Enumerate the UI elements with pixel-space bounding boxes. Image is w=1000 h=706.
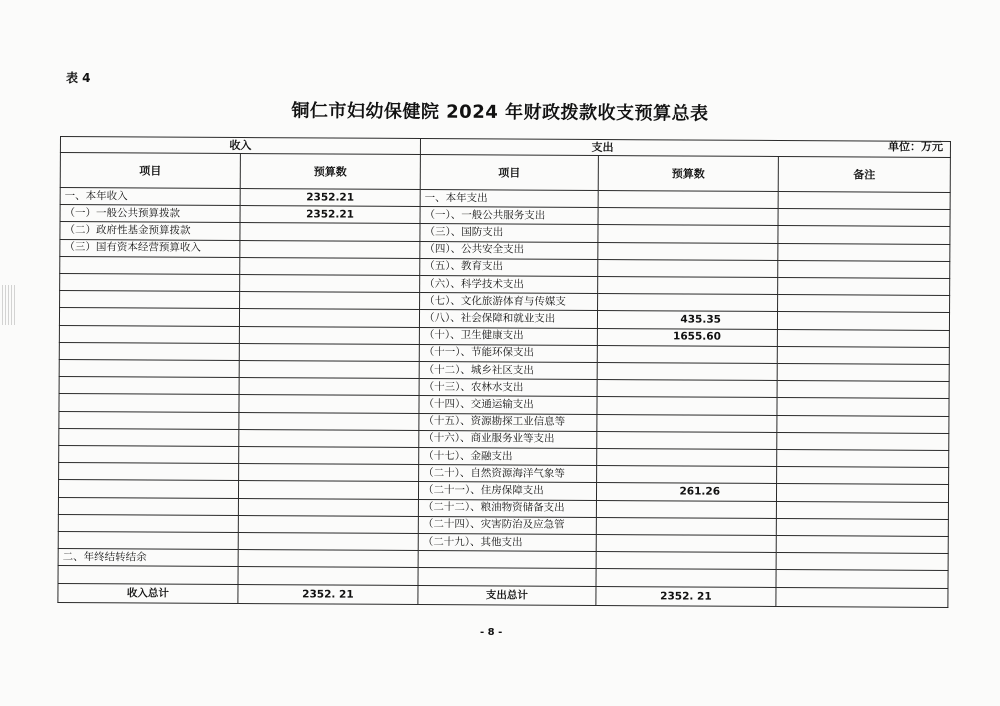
expense-item-cell: （二十二）、粮油物资储备支出 — [418, 499, 596, 517]
expense-budget-header: 预算数 — [598, 156, 778, 192]
expense-total-amount: 2352. 21 — [596, 587, 776, 607]
remark-cell — [777, 398, 949, 416]
expense-amount-cell — [597, 397, 777, 415]
income-amount-cell — [239, 309, 419, 327]
income-amount-cell — [239, 464, 419, 482]
expense-item-cell: （二十）、自然资源海洋气象等 — [419, 465, 597, 483]
income-item-cell — [59, 394, 239, 412]
unit-label: 单位：万元 — [888, 140, 943, 153]
remark-cell — [777, 381, 949, 399]
expense-item-cell: （十六）、商业服务业等支出 — [419, 430, 597, 448]
income-item-cell — [59, 377, 239, 395]
income-amount-cell — [239, 412, 419, 430]
expense-item-cell: （十三）、农林水支出 — [419, 379, 597, 397]
expense-item-cell: （七）、文化旅游体育与传媒支 — [420, 293, 598, 311]
income-item-cell: （二）政府性基金预算拨款 — [60, 222, 240, 240]
expense-item-cell — [418, 551, 596, 569]
income-amount-cell — [239, 447, 419, 465]
expense-item-cell: （三）、国防支出 — [420, 224, 598, 242]
remark-header: 备注 — [778, 157, 950, 193]
income-item-cell — [59, 308, 239, 326]
expense-amount-cell — [597, 345, 777, 363]
income-item-cell — [59, 325, 239, 343]
expense-item-cell: （五）、教育支出 — [420, 258, 598, 276]
expense-amount-cell — [597, 363, 777, 381]
expense-item-cell: （八）、社会保障和就业支出 — [419, 310, 597, 328]
remark-cell — [776, 553, 948, 571]
income-total-label: 收入总计 — [58, 583, 238, 603]
budget-table-container — [57, 136, 950, 608]
income-amount-cell — [240, 292, 420, 310]
remark-cell — [778, 243, 950, 261]
remark-cell — [778, 226, 950, 244]
expense-amount-cell — [598, 277, 778, 295]
expense-item-cell: （一）、一般公共服务支出 — [420, 207, 598, 225]
income-item-cell — [58, 566, 238, 585]
income-item-header: 项目 — [60, 153, 240, 189]
expense-amount-cell — [596, 500, 776, 518]
income-amount-cell — [238, 550, 418, 568]
income-item-cell — [58, 514, 238, 532]
remark-cell — [778, 260, 950, 278]
income-item-cell — [58, 532, 238, 550]
expense-amount-cell — [597, 466, 777, 484]
income-amount-cell — [239, 361, 419, 379]
table-number-label: 表 4 — [66, 71, 91, 85]
expense-item-cell: （六）、科学技术支出 — [420, 276, 598, 294]
remark-cell — [777, 467, 949, 485]
income-item-cell — [60, 274, 240, 292]
expense-item-cell: （四）、公共安全支出 — [420, 241, 598, 259]
remark-cell — [777, 329, 949, 347]
expense-item-cell — [418, 568, 596, 587]
income-amount-cell — [239, 395, 419, 413]
income-amount-cell — [240, 240, 420, 258]
expense-item-cell: （十一）、节能环保支出 — [419, 344, 597, 362]
income-amount-cell: 2352.21 — [240, 189, 420, 207]
remark-cell — [777, 346, 949, 364]
income-item-cell — [59, 428, 239, 446]
remark-cell — [777, 415, 949, 433]
scan-edge-artifact — [2, 285, 16, 325]
expense-amount-cell — [598, 208, 778, 226]
remark-cell — [776, 536, 948, 554]
income-item-cell — [58, 480, 238, 498]
totals-row — [58, 583, 948, 607]
remark-cell — [776, 570, 948, 588]
income-amount-cell — [239, 429, 419, 447]
income-amount-cell — [239, 378, 419, 396]
income-amount-cell — [239, 343, 419, 361]
expense-amount-cell — [596, 517, 776, 535]
expense-amount-cell — [597, 414, 777, 432]
expense-item-cell: （十二）、城乡社区支出 — [419, 362, 597, 380]
income-amount-cell — [238, 498, 418, 516]
remark-cell — [776, 518, 948, 536]
expense-amount-cell: 261.26 — [596, 483, 776, 501]
income-amount-cell — [240, 275, 420, 293]
expense-amount-cell — [596, 552, 776, 570]
remark-cell — [778, 295, 950, 313]
expense-amount-cell — [597, 431, 777, 449]
expense-amount-cell — [598, 259, 778, 277]
income-item-cell — [59, 463, 239, 481]
expense-amount-cell — [596, 569, 776, 588]
remark-total-cell — [776, 588, 948, 608]
expense-amount-cell — [598, 225, 778, 243]
document-title: 铜仁市妇幼保健院 2024 年财政拨款收支预算总表 — [291, 100, 709, 125]
budget-summary-table — [57, 136, 951, 608]
remark-cell — [778, 278, 950, 296]
income-item-cell — [59, 411, 239, 429]
remark-cell — [777, 364, 949, 382]
remark-cell — [776, 484, 948, 502]
income-total-amount: 2352. 21 — [238, 585, 418, 605]
income-item-cell — [59, 446, 239, 464]
remark-cell — [777, 432, 949, 450]
income-amount-cell — [238, 533, 418, 551]
income-amount-cell — [238, 567, 418, 586]
income-item-cell — [59, 360, 239, 378]
expense-item-cell: （十四）、交通运输支出 — [419, 396, 597, 414]
expense-item-cell: （二十九）、其他支出 — [418, 534, 596, 552]
expense-item-header: 项目 — [420, 155, 598, 191]
expense-item-cell: 一、本年支出 — [420, 190, 598, 208]
expense-item-cell: （十七）、金融支出 — [419, 448, 597, 466]
expense-item-cell: （二十一）、住房保障支出 — [418, 482, 596, 500]
income-item-cell: （三）国有资本经营预算收入 — [60, 239, 240, 257]
expense-total-label: 支出总计 — [418, 586, 596, 606]
expense-amount-cell: 435.35 — [597, 311, 777, 329]
remark-cell — [777, 450, 949, 468]
income-item-cell: 一、本年收入 — [60, 188, 240, 206]
expense-amount-cell — [597, 380, 777, 398]
expense-section-header: 支出 — [420, 139, 950, 158]
income-amount-cell — [239, 326, 419, 344]
income-amount-cell — [240, 257, 420, 275]
income-amount-cell — [238, 515, 418, 533]
expense-amount-cell — [598, 242, 778, 260]
expense-item-cell: （十）、卫生健康支出 — [419, 327, 597, 345]
expense-amount-cell — [598, 191, 778, 209]
expense-item-cell: （十五）、资源勘探工业信息等 — [419, 413, 597, 431]
income-item-cell — [58, 497, 238, 515]
income-budget-header: 预算数 — [240, 154, 420, 190]
remark-cell — [777, 312, 949, 330]
income-amount-cell: 2352.21 — [240, 206, 420, 224]
remark-cell — [778, 209, 950, 227]
expense-amount-cell — [597, 449, 777, 467]
income-amount-cell — [238, 481, 418, 499]
income-item-cell: （一）一般公共预算拨款 — [60, 205, 240, 223]
income-amount-cell — [240, 223, 420, 241]
remark-cell — [776, 501, 948, 519]
income-item-cell: 二、年终结转结余 — [58, 549, 238, 567]
table-body — [58, 188, 950, 589]
income-item-cell — [60, 291, 240, 309]
expense-item-cell: （二十四）、灾害防治及应急管 — [418, 516, 596, 534]
expense-amount-cell: 1655.60 — [597, 328, 777, 346]
expense-amount-cell — [598, 294, 778, 312]
income-section-header: 收入 — [60, 137, 420, 155]
income-item-cell — [59, 342, 239, 360]
page-number: - 8 - — [480, 627, 503, 638]
income-item-cell — [60, 256, 240, 274]
remark-cell — [778, 192, 950, 210]
expense-amount-cell — [596, 535, 776, 553]
